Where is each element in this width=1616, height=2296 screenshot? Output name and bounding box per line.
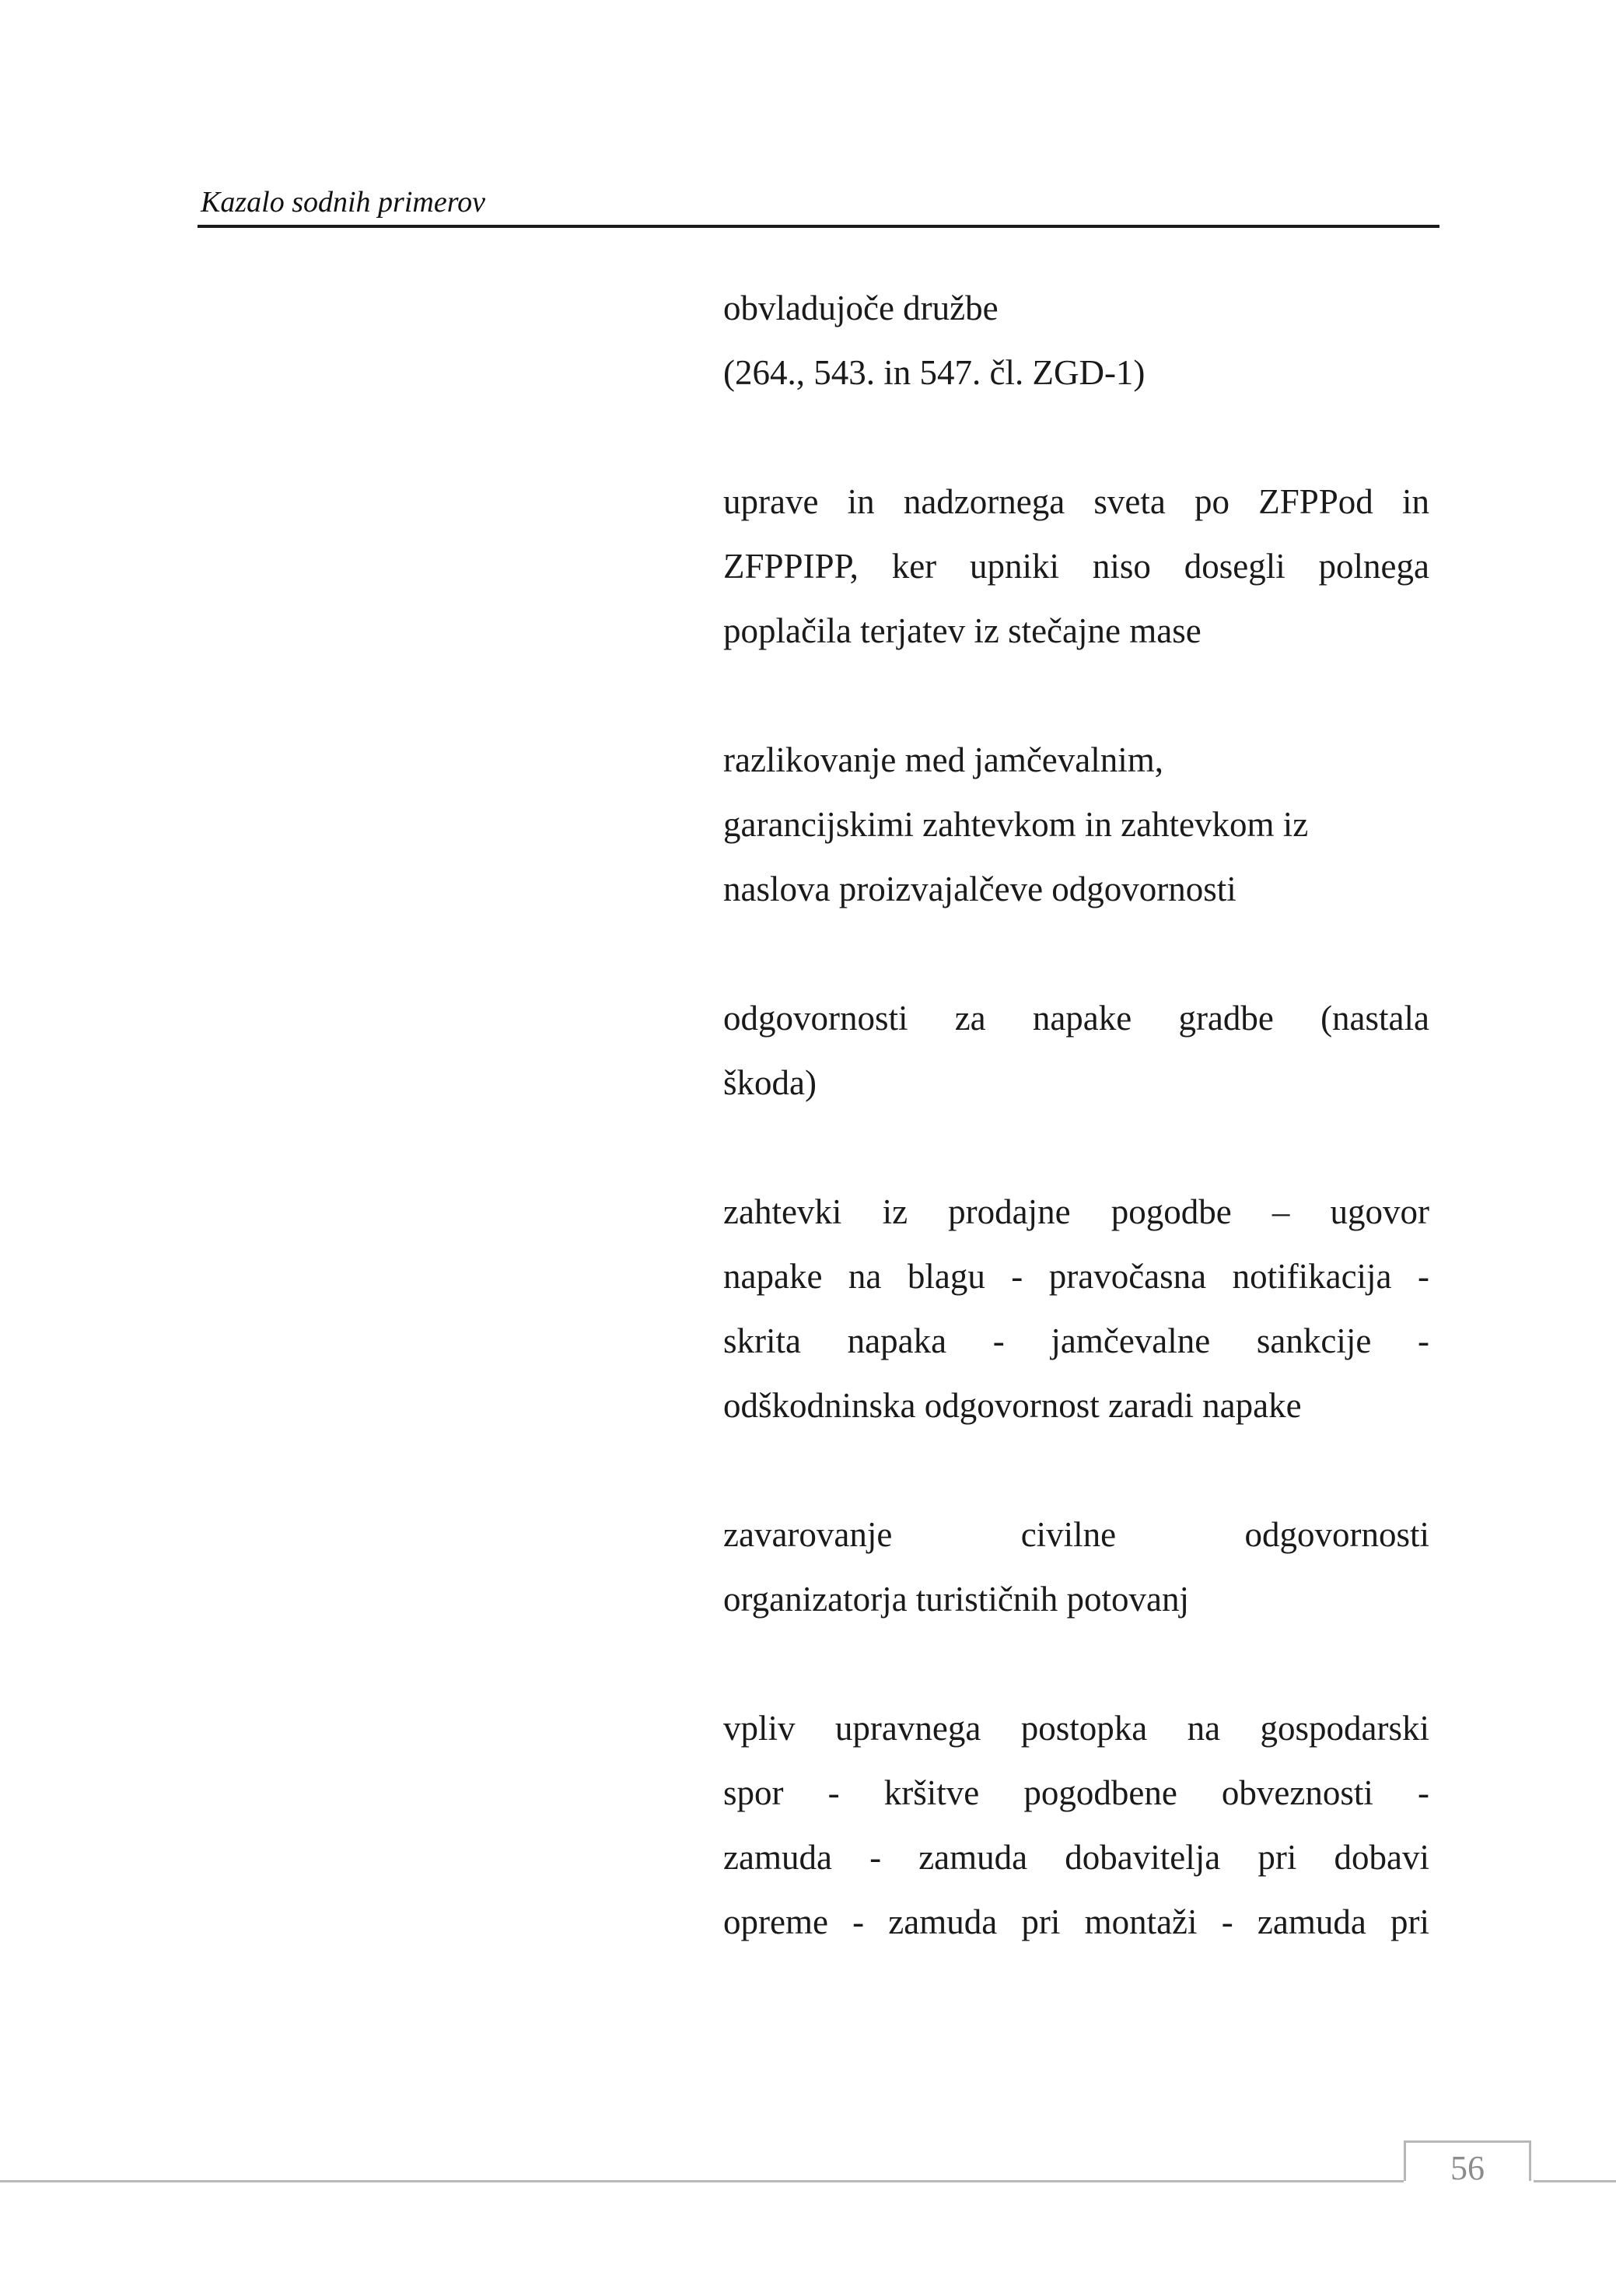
footer-rule bbox=[1534, 2180, 1616, 2182]
index-entry bbox=[723, 276, 1429, 405]
entry-line: vpliv upravnega postopka na gospodarski bbox=[723, 1709, 1429, 1748]
entry-line: poplačila terjatev iz stečajne mase bbox=[723, 611, 1202, 650]
index-entry bbox=[723, 470, 1429, 663]
entry-line: odškodninska odgovornost zaradi napake bbox=[723, 1386, 1302, 1425]
entry-line: spor - kršitve pogodbene obveznosti - bbox=[723, 1773, 1429, 1812]
entry-line: ZFPPIPP, ker upniki niso dosegli polnega bbox=[723, 547, 1429, 586]
index-entry bbox=[723, 986, 1429, 1115]
index-entry bbox=[723, 728, 1429, 922]
entry-line: zahtevki iz prodajne pogodbe – ugovor bbox=[723, 1192, 1429, 1231]
entry-line: opreme - zamuda pri montaži - zamuda pri bbox=[723, 1902, 1429, 1941]
header-rule bbox=[198, 225, 1439, 228]
footer-rule bbox=[0, 2180, 1404, 2182]
index-entry bbox=[723, 1180, 1429, 1438]
entry-line: obvladujoče družbe bbox=[723, 289, 999, 327]
entry-line: zamuda - zamuda dobavitelja pri dobavi bbox=[723, 1838, 1429, 1877]
index-entries bbox=[723, 276, 1429, 2019]
entry-line: garancijskimi zahtevkom in zahtevkom iz bbox=[723, 805, 1309, 844]
entry-line: uprave in nadzornega sveta po ZFPPod in bbox=[723, 482, 1429, 521]
entry-line: (264., 543. in 547. čl. ZGD-1) bbox=[723, 353, 1146, 392]
running-header: Kazalo sodnih primerov bbox=[201, 186, 485, 219]
entry-line: organizatorja turističnih potovanj bbox=[723, 1580, 1190, 1619]
entry-line: razlikovanje med jamčevalnim, bbox=[723, 740, 1164, 779]
entry-line: odgovornosti za napake gradbe (nastala bbox=[723, 999, 1429, 1038]
entry-line: skrita napaka - jamčevalne sankcije - bbox=[723, 1321, 1429, 1360]
index-entry bbox=[723, 1696, 1429, 1955]
page-number: 56 bbox=[1450, 2149, 1485, 2187]
entry-line: škoda) bbox=[723, 1063, 817, 1102]
index-entry bbox=[723, 1503, 1429, 1632]
entry-line: naslova proizvajalčeve odgovornosti bbox=[723, 870, 1236, 908]
entry-line: zavarovanje civilne odgovornosti bbox=[723, 1515, 1429, 1554]
entry-line: napake na blagu - pravočasna notifikacija - bbox=[723, 1257, 1429, 1296]
